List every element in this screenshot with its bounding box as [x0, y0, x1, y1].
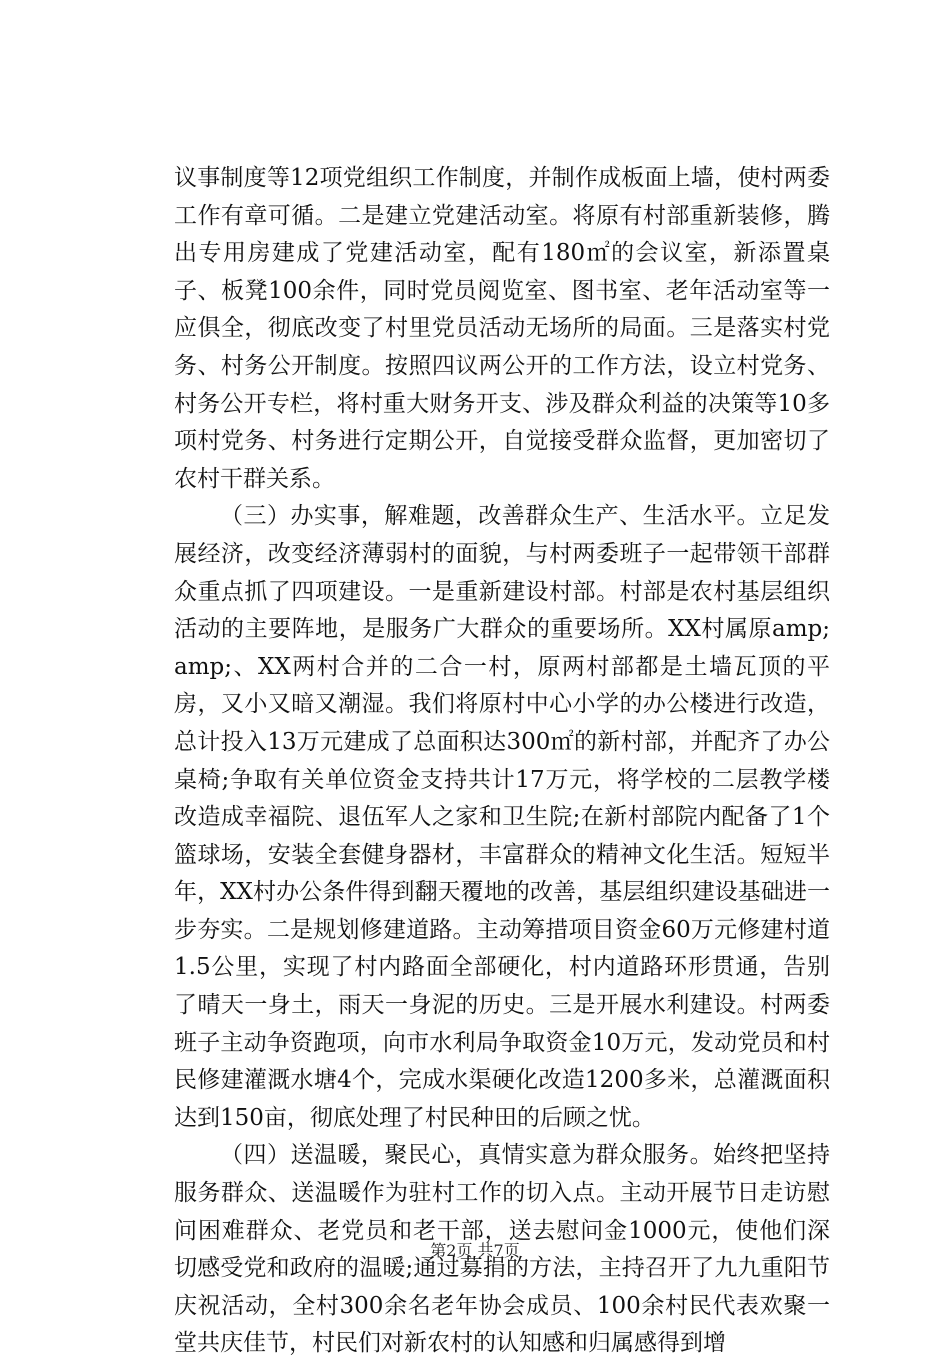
document-body [174, 160, 830, 1363]
paragraph-continuation: 议事制度等12项党组织工作制度，并制作成板面上墙，使村两委工作有章可循。二是建立党建活动室。将原有村部重新装修，腾出专用房建成了党建活动室，配有180㎡的会议室，新添置桌子、板凳100余件，同时党员阅览室、图书室、老年活动室等一应俱全，彻底改变了村里党员活动无场所的局面。三是落实村党务、村务公开制度。按照四议两公开的工作方法，设立村党务、村务公开专栏，将村重大财务开支、涉及群众利益的决策等10多项村党务、村务进行定期公开，自觉接受群众监督，更加密切了农村干群关系。 [174, 165, 830, 492]
paragraph-section-four: （四）送温暖，聚民心，真情实意为群众服务。始终把坚持服务群众、送温暖作为驻村工作的切入点。主动开展节日走访慰问困难群众、老党员和老干部，送去慰问金1000元，使他们深切感受党和政府的温暖;通过募捐的方法，主持召开了九九重阳节庆祝活动，全村300余名老年协会成员、100余村民代表欢聚一堂共庆佳节，村民们对新农村的认知感和归属感得到增 [174, 1142, 830, 1357]
page-number-footer: 第2页 共7页 [430, 1241, 520, 1260]
paragraph-section-three: （三）办实事，解难题，改善群众生产、生活水平。立足发展经济，改变经济薄弱村的面貌，与村两委班子一起带领干部群众重点抓了四项建设。一是重新建设村部。村部是农村基层组织活动的主要阵地，是服务广大群众的重要场所。XX村属原amp;amp;、XX两村合并的二合一村，原两村部都是土墙瓦顶的平房，又小又暗又潮湿。我们将原村中心小学的办公楼进行改造，总计投入13万元建成了总面积达300㎡的新村部，并配齐了办公桌椅;争取有关单位资金支持共计17万元，将学校的二层教学楼改造成幸福院、退伍军人之家和卫生院;在新村部院内配备了1个篮球场，安装全套健身器材，丰富群众的精神文化生活。短短半年，XX村办公条件得到翻天覆地的改善，基层组织建设基础进一步夯实。二是规划修建道路。主动筹措项目资金60万元修建村道1.5公里，实现了村内路面全部硬化，村内道路环形贯通，告别了晴天一身土，雨天一身泥的历史。三是开展水利建设。村两委班子主动争资跑项，向市水利局争取资金10万元，发动党员和村民修建灌溉水塘4个，完成水渠硬化改造1200多米，总灌溉面积达到150亩，彻底处理了村民种田的后顾之忧。 [174, 503, 830, 1131]
